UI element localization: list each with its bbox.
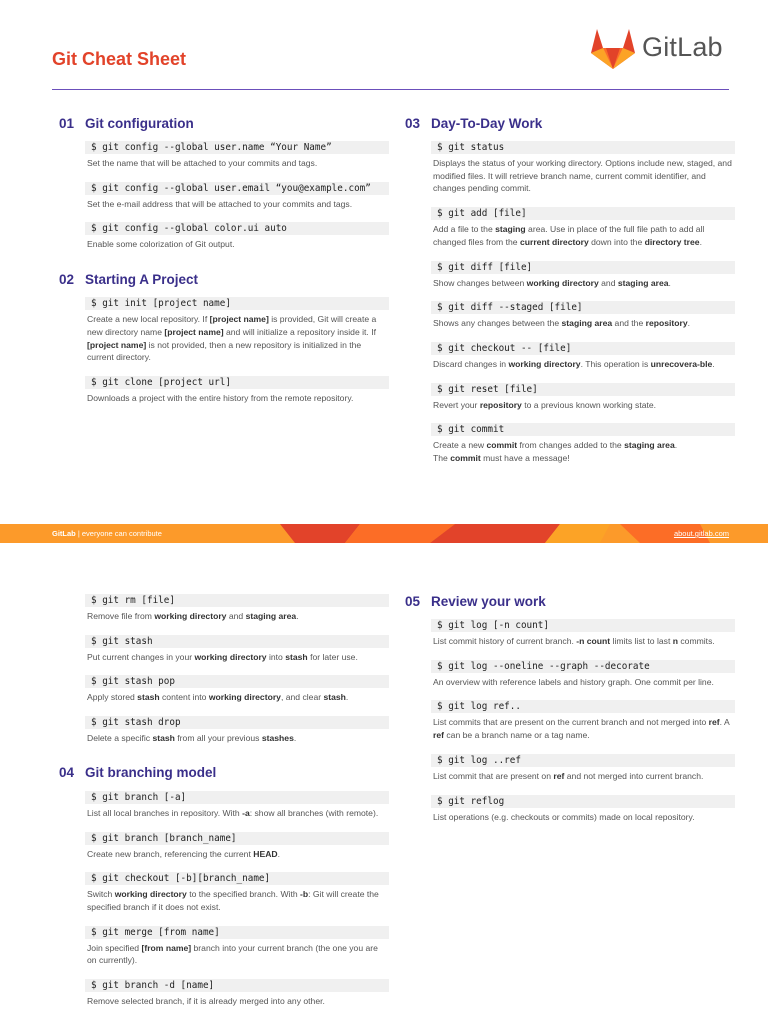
command-entry xyxy=(85,832,389,861)
command-entry xyxy=(431,383,735,412)
command-entry xyxy=(85,594,389,623)
command-description: Displays the status of your working directory. Options include new, staged, and modified files. It will retrieve branch name, current commit identifier, and changes pending commit. xyxy=(433,158,732,194)
command-entry xyxy=(85,297,389,364)
command-description: Downloads a project with the entire history from the remote repository. xyxy=(87,392,354,403)
command-entry xyxy=(431,261,735,290)
command-entry xyxy=(431,207,735,248)
command-entry xyxy=(431,795,735,824)
section-title: Git configuration xyxy=(85,115,194,131)
column-left-bottom xyxy=(59,594,389,1008)
command-description: Remove selected branch, if it is already merged into any other. xyxy=(87,996,325,1007)
command-description: List commits that are present on the current branch and not merged into ref. A ref can be a branch name or a tag name. xyxy=(433,717,730,741)
command-code: $ git diff [file] xyxy=(431,261,735,274)
command-description: Revert your repository to a previous known working state. xyxy=(433,399,657,410)
section-number: 02 xyxy=(59,271,75,287)
command-description: Apply stored stash content into working directory, and clear stash. xyxy=(87,692,349,703)
command-code: $ git diff --staged [file] xyxy=(431,301,735,314)
command-code: $ git branch [branch_name] xyxy=(85,832,389,845)
command-description: Remove file from working directory and staging area. xyxy=(87,611,299,621)
section-heading xyxy=(405,592,735,610)
command-description: An overview with reference labels and history graph. One commit per line. xyxy=(433,676,714,687)
command-entry xyxy=(85,675,389,704)
command-code: $ git reset [file] xyxy=(431,383,735,396)
command-code: $ git clone [project url] xyxy=(85,376,389,389)
gitlab-fox-icon xyxy=(590,26,636,70)
command-description: Delete a specific stash from all your previous stashes. xyxy=(87,733,297,744)
page-title: Git Cheat Sheet xyxy=(52,49,187,69)
command-description: List all local branches in repository. With -a: show all branches (with remote). xyxy=(87,807,379,818)
command-entry xyxy=(85,222,389,251)
command-entry xyxy=(85,716,389,745)
command-description: Create new branch, referencing the current HEAD. xyxy=(87,848,280,859)
command-code: $ git log ref.. xyxy=(431,700,735,713)
gitlab-logo xyxy=(590,26,735,72)
logo-text: GitLab xyxy=(642,32,723,62)
command-code: $ git status xyxy=(431,141,735,154)
command-code: $ git log ..ref xyxy=(431,754,735,767)
command-code: $ git config --global color.ui auto xyxy=(85,222,389,235)
command-entry xyxy=(431,423,735,464)
command-entry xyxy=(85,376,389,405)
section-heading xyxy=(59,270,389,288)
command-code: $ git commit xyxy=(431,423,735,436)
command-description: Switch working directory to the specified branch. With -b: Git will create the specified branch if it does not exist. xyxy=(87,889,379,912)
section-title: Starting A Project xyxy=(85,271,199,287)
command-entry xyxy=(85,872,389,913)
command-description: Put current changes in your working directory into stash for later use. xyxy=(87,651,358,662)
command-code: $ git stash drop xyxy=(85,716,389,729)
command-description: Enable some colorization of Git output. xyxy=(87,239,235,250)
command-description: Discard changes in working directory. This operation is unrecovera-ble. xyxy=(433,358,715,369)
command-entry xyxy=(85,979,389,1008)
section-heading xyxy=(405,114,735,132)
command-description: Create a new commit from changes added to the staging area. The commit must have a message! xyxy=(433,440,678,464)
command-entry xyxy=(85,791,389,820)
command-entry xyxy=(85,635,389,664)
command-description: Show changes between working directory and staging area. xyxy=(433,277,671,288)
command-code: $ git config --global user.name “Your Name” xyxy=(85,141,389,154)
column-right-bottom xyxy=(405,592,735,823)
command-description: Join specified [from name] branch into your current branch (the one you are on currently). xyxy=(87,942,378,966)
command-entry xyxy=(431,700,735,741)
command-description: Set the e-mail address that will be attached to your commits and tags. xyxy=(87,198,353,209)
page-footer-band xyxy=(0,524,768,543)
command-code: $ git init [project name] xyxy=(85,297,389,310)
command-entry xyxy=(85,141,389,170)
header-divider xyxy=(52,89,729,90)
section-number: 03 xyxy=(405,115,421,131)
command-code: $ git add [file] xyxy=(431,207,735,220)
command-code: $ git checkout -- [file] xyxy=(431,342,735,355)
column-right-top xyxy=(405,114,735,465)
command-code: $ git stash xyxy=(85,635,389,648)
command-description: List commit history of current branch. -n count limits list to last n commits. xyxy=(433,636,715,646)
command-description: List commit that are present on ref and not merged into current branch. xyxy=(433,770,704,781)
command-description: Set the name that will be attached to your commits and tags. xyxy=(87,158,318,168)
command-entry xyxy=(431,754,735,783)
footer-brand: GitLab | everyone can contribute xyxy=(52,529,162,538)
command-code: $ git rm [file] xyxy=(85,594,389,607)
section-number: 01 xyxy=(59,115,75,131)
section-heading xyxy=(59,764,389,782)
section-title: Git branching model xyxy=(85,765,217,781)
command-code: $ git config --global user.email “you@example.com” xyxy=(85,182,389,195)
footer-link[interactable]: about.gitlab.com xyxy=(673,529,729,538)
command-entry xyxy=(431,301,735,330)
command-description: Add a file to the staging area. Use in place of the full file path to add all changed files from the current directory down into the directory tree. xyxy=(433,224,705,247)
command-code: $ git log --oneline --graph --decorate xyxy=(431,660,735,673)
command-description: List operations (e.g. checkouts or commits) made on local repository. xyxy=(433,811,695,822)
command-entry xyxy=(431,141,735,195)
command-code: $ git branch [-a] xyxy=(85,791,389,804)
command-entry xyxy=(431,342,735,371)
command-code: $ git merge [from name] xyxy=(85,926,389,939)
command-entry xyxy=(85,182,389,211)
command-code: $ git checkout [-b][branch_name] xyxy=(85,872,389,885)
command-description: Create a new local repository. If [project name] is provided, Git will create a new directory name [project name] and will initialize a repository inside it. If [project name] is not provided, then a new repository is initialized in the current directory. xyxy=(87,314,377,363)
command-description: Shows any changes between the staging area and the repository. xyxy=(433,318,691,329)
section-heading xyxy=(59,114,389,132)
section-number: 04 xyxy=(59,765,75,781)
command-code: $ git branch -d [name] xyxy=(85,979,389,992)
command-code: $ git stash pop xyxy=(85,675,389,688)
section-title: Review your work xyxy=(431,593,546,609)
column-left-top xyxy=(59,114,389,405)
command-entry xyxy=(85,926,389,967)
command-code: $ git log [-n count] xyxy=(431,619,735,632)
command-entry xyxy=(431,660,735,689)
command-entry xyxy=(431,619,735,648)
section-number: 05 xyxy=(405,593,421,609)
command-code: $ git reflog xyxy=(431,795,735,808)
section-title: Day-To-Day Work xyxy=(431,115,543,131)
